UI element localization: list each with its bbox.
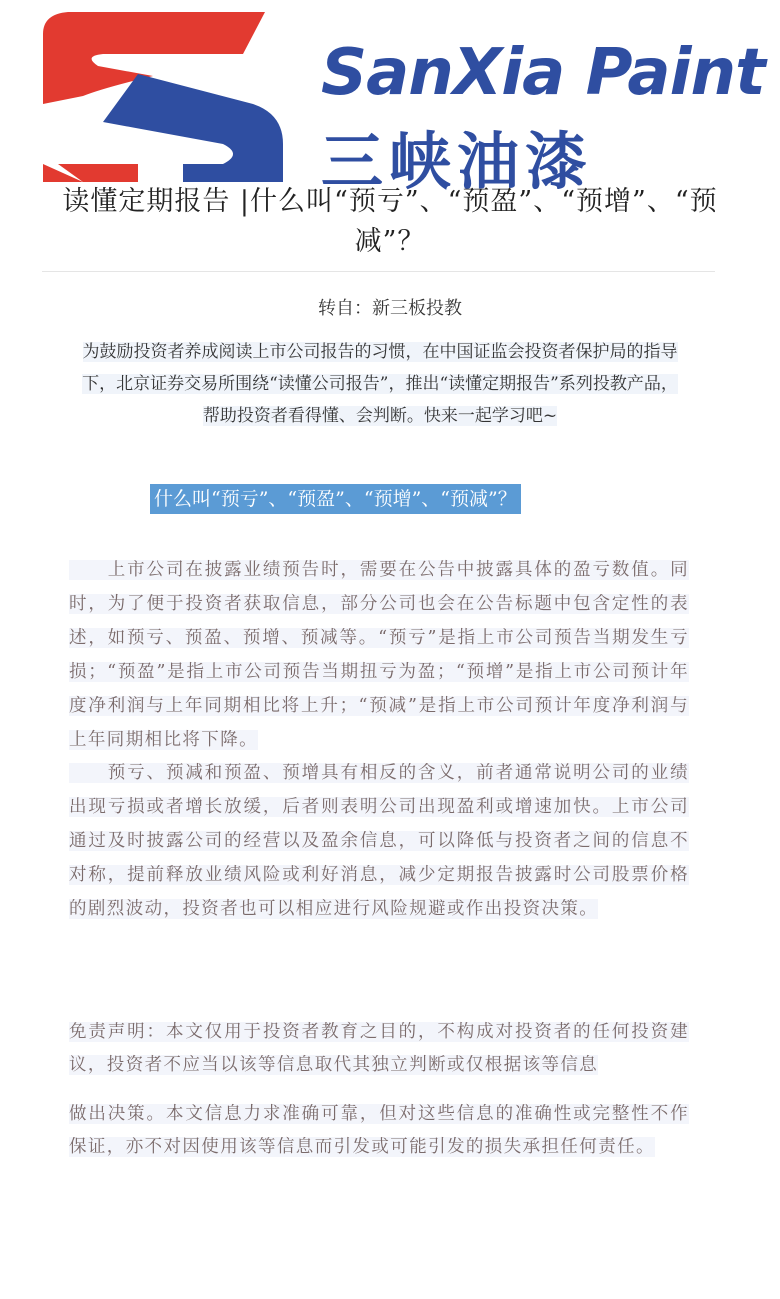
- body-paragraph-1: [69, 553, 689, 757]
- paragraph-text: 预亏、预减和预盈、预增具有相反的含义，前者通常说明公司的业绩出现亏损或者增长放缓，后者则表明公司出现盈利或增速加快。上市公司通过及时披露公司的经营以及盈余信息，可以降低与投资者之间的信息不对称，提前释放业绩风险或利好消息，减少定期报告披露时公司股票价格的剧烈波动，投资者也可以相应进行风险规避或作出投资决策。: [69, 763, 689, 919]
- body-paragraph-2: [69, 756, 689, 926]
- section-heading: 什么叫“预亏”、“预盈”、“预增”、“预减”？: [150, 484, 521, 514]
- brand-name-en: SanXia Paint: [321, 36, 765, 110]
- title-divider: [42, 271, 715, 272]
- disclaimer-part-1: [69, 1016, 689, 1082]
- intro-text: 为鼓励投资者养成阅读上市公司报告的习惯，在中国证监会投资者保护局的指导下，北京证券交易所围绕“读懂公司报告”，推出“读懂定期报告”系列投教产品，帮助投资者看得懂、会判断。快来一起学习吧~: [82, 342, 678, 426]
- page-title: 读懂定期报告 |什么叫“预亏”、“预盈”、“预增”、“预减”？: [62, 186, 718, 257]
- brand-name-cn: 三峡油漆: [321, 125, 594, 198]
- banner-logo: [43, 4, 765, 198]
- disclaimer-text: 做出决策。本文信息力求准确可靠，但对这些信息的准确性或完整性不作保证，亦不对因使用该等信息而引发或可能引发的损失承担任何责任。: [69, 1104, 689, 1157]
- paragraph-text: 上市公司在披露业绩预告时，需要在公告中披露具体的盈亏数值。同时，为了便于投资者获取信息，部分公司也会在公告标题中包含定性的表述，如预亏、预盈、预增、预减等。“预亏”是指上市公司预告当期发生亏损；“预盈”是指上市公司预告当期扭亏为盈；“预增”是指上市公司预计年度净利润与上年同期相比将上升；“预减”是指上市公司预计年度净利润与上年同期相比将下降。: [69, 560, 689, 750]
- disclaimer-part-2: [69, 1098, 689, 1164]
- disclaimer-text: 免责声明：本文仅用于投资者教育之目的，不构成对投资者的任何投资建议，投资者不应当以该等信息取代其独立判断或仅根据该等信息: [69, 1022, 689, 1075]
- intro-paragraph: [79, 336, 681, 432]
- source-line: 转自：新三板投教: [318, 298, 462, 319]
